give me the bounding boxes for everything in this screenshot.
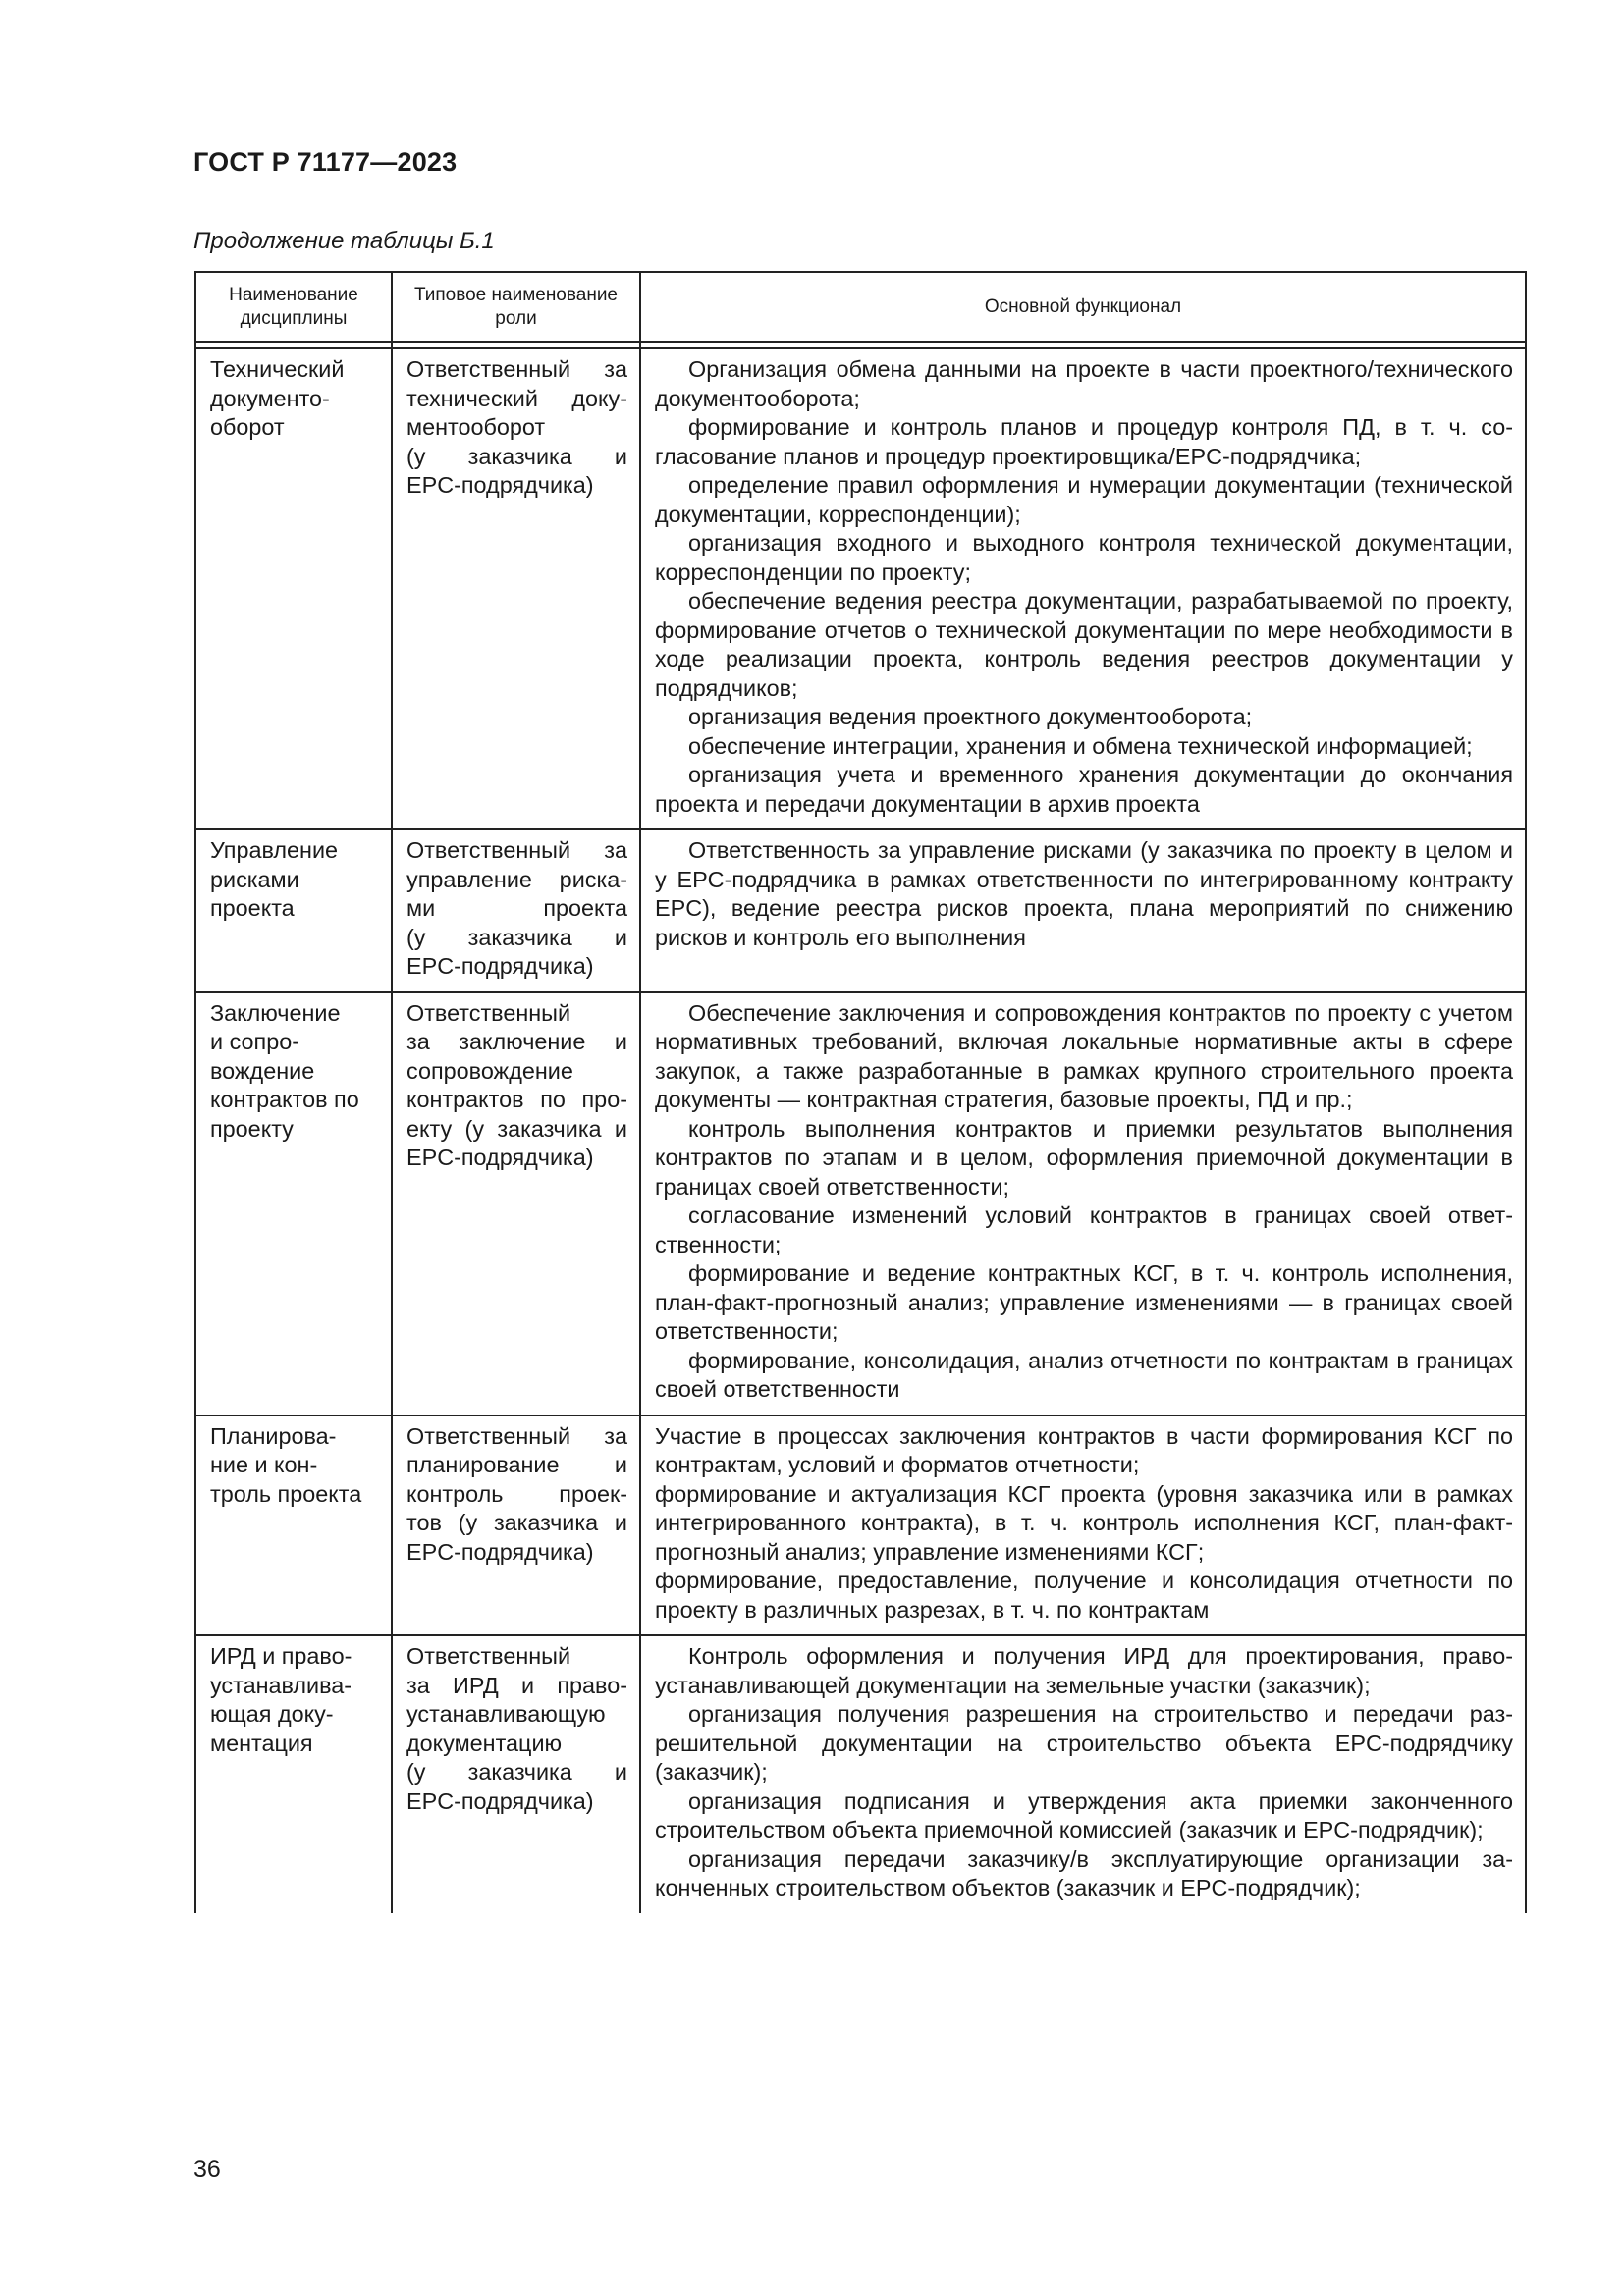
- discipline-line: проекту: [210, 1115, 294, 1142]
- table-caption: Продолжение таблицы Б.1: [193, 228, 495, 254]
- role-line: EPC-подрядчика): [406, 953, 594, 979]
- table-row: [195, 1635, 1526, 1913]
- role-line: (у заказчика и: [406, 924, 627, 950]
- role-line: контрактов по про-: [406, 1087, 627, 1112]
- discipline-cell: [195, 348, 392, 829]
- table-header-row: [195, 272, 1526, 342]
- discipline-line: Заключение: [210, 999, 341, 1026]
- header-function: Основной функционал: [640, 272, 1526, 342]
- function-paragraph: формирование, консолидация, анализ отчетности по контрактам в границах своей ответственности: [655, 1347, 1513, 1402]
- function-paragraph: формирование и актуализация КСГ проекта (уровня заказчика или в рамках интегрированного контракта), в т. ч. контроль исполнения КСГ, план-факт-прогнозный анализ; управление изменениями КСГ;: [655, 1480, 1513, 1565]
- discipline-line: Технический: [210, 356, 345, 382]
- function-paragraph: организация учета и временного хранения документации до окончания проекта и передачи документации в архив проекта: [655, 762, 1513, 817]
- role-cell: [392, 1415, 640, 1636]
- responsibility-table: [194, 271, 1527, 1913]
- role-line: ментооборот: [406, 414, 546, 440]
- role-line: за ИРД и право-: [406, 1672, 627, 1698]
- function-paragraph: формирование и ведение контрактных КСГ, в т. ч. контроль исполнения, план-факт-прогнозный анализ; управление изменениями — в границах своей ответственности;: [655, 1260, 1513, 1344]
- table-row: [195, 829, 1526, 992]
- function-paragraph: Обеспечение заключения и сопровождения контрактов по проекту с учетом нормативных требований, включая локальные нормативные акты в сфере закупок, а также разработанные в рамках крупного строительного проекта документы — контрактная стратегия, базовые проекты, ПД и пр.;: [655, 999, 1513, 1112]
- discipline-line: ние и кон-: [210, 1452, 318, 1477]
- role-line: Ответственный за: [406, 837, 627, 863]
- role-line: екту (у заказчика и: [406, 1115, 627, 1142]
- function-paragraph: формирование, предоставление, получение и консолидация отчетности по проекту в различных разрезах, в т. ч. по контрактам: [655, 1568, 1513, 1623]
- discipline-cell: [195, 829, 392, 992]
- function-paragraph: организация ведения проектного документооборота;: [688, 704, 1253, 729]
- discipline-line: рисками: [210, 866, 299, 892]
- role-line: технический доку-: [406, 385, 627, 411]
- role-line: (у заказчика и: [406, 1759, 627, 1785]
- discipline-cell: [195, 1415, 392, 1636]
- header-role: Типовое наименование роли: [392, 272, 640, 342]
- function-paragraph: формирование и контроль планов и процедур контроля ПД, в т. ч. согласование планов и процедур проектировщика/EPC-подрядчика;: [655, 414, 1513, 469]
- role-line: за заключение и: [406, 1029, 627, 1054]
- function-cell: [640, 992, 1526, 1415]
- discipline-line: проекта: [210, 895, 295, 921]
- header-discipline: Наименование дисциплины: [195, 272, 392, 342]
- function-cell: [640, 1415, 1526, 1636]
- function-paragraph: организация подписания и утверждения акта приемки законченного строительством объекта приемочной комиссией (заказчик и EPC-подрядчик);: [655, 1788, 1513, 1842]
- function-paragraph: организация входного и выходного контроля технической документации, корреспонденции по проекту;: [655, 530, 1513, 585]
- discipline-line: ментация: [210, 1730, 313, 1756]
- function-paragraph: Ответственность за управление рисками (у заказчика по проекту в целом и у EPC-подрядчика в рамках ответственности по интегрированному контракту EPC), ведение реестра рисков проекта, плана мероприятий по снижению рисков и контроль его выполнения: [655, 837, 1513, 950]
- function-cell: [640, 1635, 1526, 1913]
- discipline-cell: [195, 1635, 392, 1913]
- function-paragraph: Контроль оформления и получения ИРД для проектирования, правоустанавливающей документации на земельные участки (заказчик);: [655, 1643, 1513, 1698]
- role-line: EPC-подрядчика): [406, 472, 594, 498]
- role-cell: [392, 992, 640, 1415]
- role-cell: [392, 348, 640, 829]
- discipline-line: документо-: [210, 385, 330, 411]
- function-paragraph: Участие в процессах заключения контрактов в части формирования КСГ по контрактам, условий и форматов отчетности;: [655, 1422, 1513, 1477]
- function-paragraph: обеспечение интеграции, хранения и обмена технической информацией;: [688, 732, 1473, 759]
- role-line: Ответственный за: [406, 356, 627, 382]
- discipline-cell: [195, 992, 392, 1415]
- role-line: управление риска-: [406, 866, 627, 892]
- table-row: [195, 992, 1526, 1415]
- role-line: EPC-подрядчика): [406, 1788, 594, 1814]
- function-cell: [640, 348, 1526, 829]
- table-row: [195, 1415, 1526, 1636]
- discipline-line: ИРД и право-: [210, 1643, 352, 1669]
- function-paragraph: организация передачи заказчику/в эксплуатирующие организации законченных строительством объектов (заказчик и EPC-подрядчик);: [655, 1845, 1513, 1900]
- function-paragraph: обеспечение ведения реестра документации, разрабатываемой по проекту, формирование отчетов о технической документации по мере необходимости в ходе реализации проекта, контроль ведения реестров документации у подрядчиков;: [655, 588, 1513, 701]
- document-code: ГОСТ Р 71177—2023: [193, 147, 458, 177]
- role-line: EPC-подрядчика): [406, 1145, 594, 1170]
- role-line: планирование и: [406, 1452, 627, 1477]
- discipline-line: контрактов по: [210, 1087, 359, 1112]
- function-paragraph: организация получения разрешения на строительство и передачи разрешительной документации на строительство объекта EPC-подрядчику (заказчик);: [655, 1701, 1513, 1785]
- discipline-line: вождение: [210, 1057, 315, 1084]
- table-row: [195, 348, 1526, 829]
- role-cell: [392, 1635, 640, 1913]
- role-line: документацию: [406, 1730, 563, 1756]
- discipline-line: ющая доку-: [210, 1701, 334, 1727]
- role-line: Ответственный: [406, 999, 571, 1026]
- function-paragraph: согласование изменений условий контрактов в границах своей ответственности;: [655, 1202, 1513, 1257]
- role-line: Ответственный: [406, 1643, 571, 1669]
- role-line: устанавливающую: [406, 1701, 606, 1727]
- function-paragraph: контроль выполнения контрактов и приемки результатов выполнения контрактов по этапам и в целом, оформления приемочной документации в границах своей ответственности;: [655, 1115, 1513, 1200]
- function-cell: [640, 829, 1526, 992]
- role-line: тов (у заказчика и: [406, 1510, 627, 1535]
- discipline-line: устанавлива-: [210, 1672, 352, 1698]
- role-line: сопровождение: [406, 1057, 573, 1084]
- role-line: Ответственный за: [406, 1422, 627, 1449]
- discipline-line: Планирова-: [210, 1422, 337, 1449]
- role-line: EPC-подрядчика): [406, 1538, 594, 1565]
- role-cell: [392, 829, 640, 992]
- role-line: ми проекта: [406, 895, 627, 921]
- page-number: 36: [193, 2156, 221, 2183]
- function-paragraph: определение правил оформления и нумерации документации (технической документации, корреспонденции);: [655, 472, 1513, 527]
- discipline-line: и сопро-: [210, 1029, 300, 1054]
- discipline-line: Управление: [210, 837, 339, 863]
- header-spacer-row: [195, 342, 1526, 348]
- role-line: (у заказчика и: [406, 443, 627, 469]
- function-paragraph: Организация обмена данными на проекте в части проектного/технического документооборота;: [655, 356, 1513, 411]
- discipline-line: троль проекта: [210, 1480, 362, 1507]
- discipline-line: оборот: [210, 414, 285, 440]
- role-line: контроль проек-: [406, 1480, 627, 1507]
